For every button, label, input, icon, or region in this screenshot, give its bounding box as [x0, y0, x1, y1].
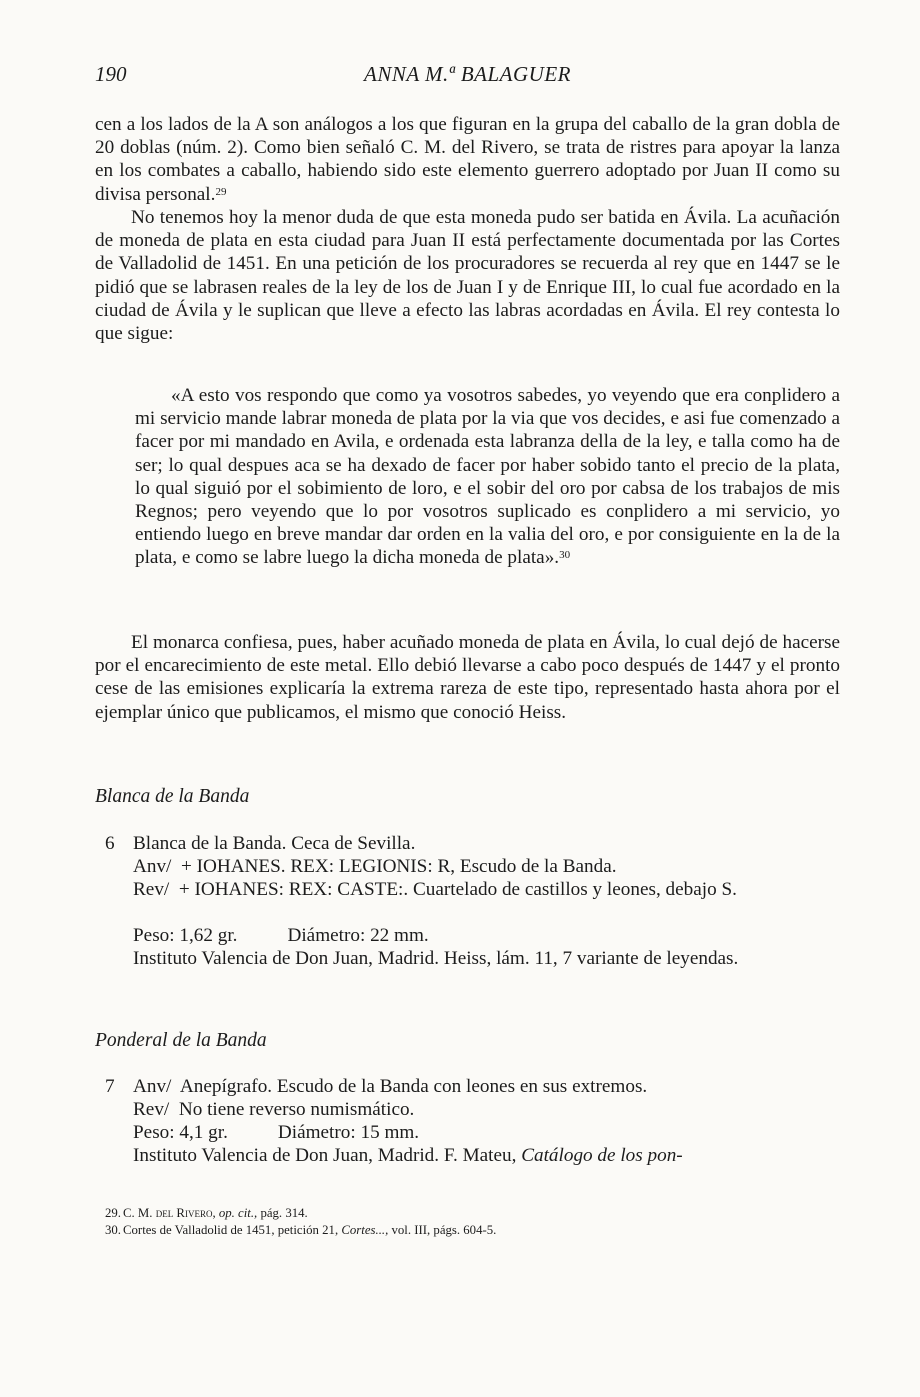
source-text: Instituto Valencia de Don Juan, Madrid. F. Mateu,: [133, 1145, 517, 1166]
weight: Peso: 1,62 gr.: [133, 925, 238, 946]
source-line: [133, 1144, 840, 1167]
page-number: 190: [95, 62, 127, 86]
page-header: [95, 62, 840, 92]
footnote-page: pág. 314.: [260, 1206, 308, 1220]
footnote-number: 29.: [105, 1206, 121, 1220]
quotation: [135, 384, 840, 570]
weight: Peso: 4,1 gr.: [133, 1122, 228, 1143]
running-head: ANNA M.ª BALAGUER: [364, 62, 571, 86]
footnote-text: C. M.: [123, 1206, 153, 1220]
footnote-29: [95, 1205, 840, 1222]
footnote-italic: Cortes...,: [341, 1223, 389, 1237]
paragraph-2: No tenemos hoy la menor duda de que esta moneda pudo ser batida en Ávila. La acuñación de moneda de plata en esta ciudad para Juan II está perfectamente documentada por las Cortes de Valladolid de 1451. En una petición de los procuradores se recuerda al rey que en 1447 se le pidió que se labrasen reales de la ley de los de Juan I y de Enrique III, lo cual fue acordado en la ciudad de Ávila y le suplican que lleve a efecto las labras acordadas en Ávila. El rey contesta lo que sigue:: [95, 207, 840, 345]
section-title-blanca: Blanca de la Banda: [95, 786, 250, 807]
weight-diameter: [133, 924, 840, 947]
paragraph-3: El monarca confiesa, pues, haber acuñado moneda de plata en Ávila, lo cual dejó de hacerse por el encarecimiento de este metal. Ello debió llevarse a cabo poco después de 1447 y el pronto cese de las emisiones explicaría la extrema rareza de este tipo, representado hasta ahora por el ejemplar único que publicamos, el mismo que conoció Heiss.: [95, 632, 840, 723]
quotation-text: «A esto vos respondo que como ya vosotros sabedes, yo veyendo que era conplidero a mi servicio mande labrar moneda de plata por la via que vos decides, e asi fue comenzado a facer por mi mandado en Avila, e ordenada esta labranza della de la ley, e talla como ha de ser; lo qual despues aca se ha dexado de facer por haber sobido tanto el precio de la plata, lo qual siguió por el sobimiento de loro, e el sobir del oro por cabsa de los trabajos de mis Regnos; pero veyendo que lo por vosotros suplicado es conplidero a mi servicio, yo entiendo luego en breve mandar dar orden en la valia del oro, e por consiguiente en la de la plata, e como se labre luego la dicha moneda de plata».: [135, 385, 840, 569]
footnote-author: del Rivero,: [155, 1206, 216, 1220]
entry-number: 6: [105, 833, 115, 854]
paragraph-1: [95, 113, 840, 206]
footnotes: [95, 1205, 840, 1239]
section-title-ponderal: Ponderal de la Banda: [95, 1030, 267, 1051]
entry-number: 7: [105, 1076, 115, 1097]
entry-title: Blanca de la Banda. Ceca de Sevilla.: [133, 833, 416, 854]
footnote-ref-30[interactable]: 30: [559, 549, 571, 562]
source-title: Catálogo de los pon-: [521, 1145, 683, 1166]
footnote-ref-29[interactable]: 29: [215, 185, 227, 198]
footnote-italic: op. cit.,: [218, 1206, 258, 1220]
obverse-line: Anv/ Anepígrafo. Escudo de la Banda con leones en sus extremos.: [133, 1076, 648, 1097]
diameter: Diámetro: 15 mm.: [277, 1122, 420, 1143]
paragraph-1-text: cen a los lados de la A son análogos a los que figuran en la grupa del caballo de la gran dobla de 20 doblas (núm. 2). Como bien señaló C. M. del Rivero, se trata de ristres para apoyar la lanza en los combates a caballo, habiendo sido este elemento guerrero adoptado por Juan II como su divisa personal.: [95, 114, 840, 205]
footnote-page: vol. III, págs. 604-5.: [391, 1223, 497, 1237]
diameter: Diámetro: 22 mm.: [287, 925, 429, 946]
footnote-number: 30.: [105, 1223, 121, 1237]
source-line: Instituto Valencia de Don Juan, Madrid. Heiss, lám. 11, 7 variante de leyendas.: [133, 948, 739, 969]
reverse-line: Rev/ + IOHANES: REX: CASTE:. Cuartelado de castillos y leones, debajo S.: [133, 879, 737, 900]
footnote-30: [95, 1222, 840, 1239]
footnote-text: Cortes de Valladolid de 1451, petición 21,: [123, 1223, 339, 1237]
obverse-line: Anv/ + IOHANES. REX: LEGIONIS: R, Escudo de la Banda.: [133, 856, 617, 877]
weight-diameter: [133, 1121, 840, 1144]
reverse-line: Rev/ No tiene reverso numismático.: [133, 1099, 415, 1120]
